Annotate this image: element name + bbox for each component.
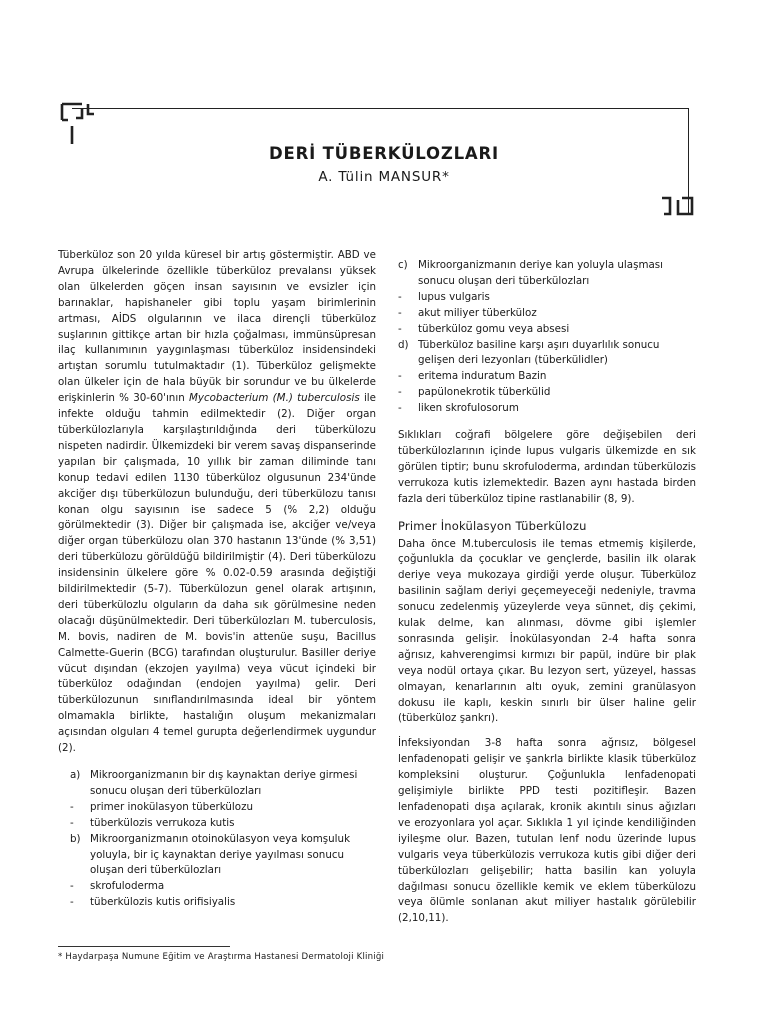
section-heading: Primer İnokülasyon Tüberkülozu bbox=[398, 518, 587, 533]
list-item: - tüberküloz gomu veya absesi bbox=[398, 322, 570, 335]
list-item-b: b) Mikroorganizmanın otoinokülasyon veya komşuluk yoluyla, bir iç kaynaktan deriye yayılması sonucu oluşan deri tüberkülozları bbox=[70, 832, 351, 877]
list-item-a: a) Mikroorganizmanın bir dış kaynaktan deriye girmesi sonucu oluşan deri tüberkülozları bbox=[70, 769, 358, 797]
list-item: - papülonekrotik tüberkülid bbox=[398, 386, 551, 399]
body-paragraph: İnfeksiyondan 3-8 hafta sonra ağrısız, bölgesel lenfadenopati gelişir ve şankrla birlikte klasik tüberküloz kompleksini oluşturur. Çoğunlukla lenfadenopati gelişimiyle birlikte PPD testi pozitifleşir. Bazen lenfadenopati dışa açılarak, kronik akıntılı sinus ağızları ve erozyonlara yol açar. Sıklıkla 1 yıl içinde kendiliğinden iyileşme olur. Bazen, tutulan lenf nodu üzerinde lupus vulgaris veya tüberkülozis verrukoza kutis gibi diğer deri tüberkülozları gelişebilir; hatta basilin kan yoluyla dağılması sonucu özellikle kemik ve eklem tüberkülozu veya ölümle sonlanan akut miliyer hastalık görülebilir (2,10,11). bbox=[398, 737, 696, 925]
article-title: DERİ TÜBERKÜLOZLARI bbox=[269, 144, 499, 163]
list-item: - skrofuloderma bbox=[70, 880, 165, 893]
list-item: - tüberkülozis verrukoza kutis bbox=[70, 816, 235, 829]
list-item: - akut miliyer tüberküloz bbox=[398, 306, 537, 319]
corner-ornament-top-left bbox=[60, 100, 100, 148]
right-column bbox=[398, 258, 696, 927]
intro-paragraph: Tüberküloz son 20 yılda küresel bir artış göstermiştir. ABD ve Avrupa ülkelerinde özellikle tüberküloz prevalansı yüksek olan ülkelerden göçen insan sayısının ve evsizler için barınaklar, hapishaneler gibi toplu yaşam birimlerinin artması, AİDS olgularının ve ilaca dirençli tüberküloz suşlarının gittikçe artan bir hızla çoğalması, immünsüpresan ilaç kullanımının yaygınlaşması tüberküloz insidensindeki artıştan sorumlu tutulmaktadır (1). Tüberküloz gelişmekte olan ülkeler için de hala büyük bir sorundur ve bu ülkelerde erişkinlerin % 30-60'ının Mycobacterium (M.) tuberculosis ile infekte olduğu tahmin edilmektedir (2). Diğer organ tüberkülozlarıyla karşılaştırıldığında deri tüberkülozu nispeten nadirdir. Ülkemizdeki bir verem savaş dispanserinde yapılan bir çalışmada, 10 yıllık bir zaman diliminde tanı konup tedavi edilen 1130 tüberküloz olgusunun 234'ünde akciğer dışı tüberkülozun bulunduğu, deri tüberkülozu tanısı konan olgu sayısının ise sadece 5 (% 2,2) olduğu görülmektedir (3). Diğer bir çalışmada ise, akciğer ve/veya diğer organ tüberkülozu olan 370 hastanın 13'ünde (% 3,51) deri tüberkülozu görüldüğü bildirilmiştir (4). Deri tüberkülozu insidensinin ülkelere göre % 0.02-0.59 arasında değiştiği bildirilmektedir (5-7). Tüberkülozun genel olarak artışının, deri tüberkülozlu olguların da daha sık görülmesine neden olacağı düşünülmektedir. Deri tüberkülozları M. tuberculosis, M. bovis, nadiren de M. bovis'in attenüe suşu, Bacillus Calmette-Guerin (BCG) tarafından oluşturulur. Basiller deriye vücut dışından (ekzojen yayılma) veya vücut içindeki bir tüberküloz odağından (endojen yayılma) gelir. Deri tüberkülozunun sınıflandırılmasında ideal bir yöntem olmamakla birlikte, hastalığın oluşum mekanizmaları açısından olguları 4 temel gurupta değerlendirmek uygundur (2). bbox=[58, 249, 376, 755]
body-paragraph: Daha önce M.tuberculosis ile temas etmemiş kişilerde, çoğunlukla da çocuklar ve gençlerde, basilin ilk olarak deriye veya mukozaya girdiği yerde oluşur. Tüberküloz basilinin sağlam deriyi geçemeyeceği nedeniyle, travma sonucu zedelenmiş yüzeylerde veya sünnet, diş çekimi, kulak delme, kan alınması, dövme gibi işlemler sonrasında gelişir. İnokülasyondan 2-4 hafta sonra ağrısız, kahverengimsi kırmızı bir papül, indüre bir plak veya nodül ortaya çıkar. Bu lezyon sert, yüzeyel, hassas olmayan, kenarlarının altı oyuk, zemini granülasyon dokusu ile kaplı, keskin sınırlı bir ülser haline gelir (tüberküloz şankrı). bbox=[398, 537, 696, 725]
list-item-d: d) Tüberküloz basiline karşı aşırı duyarlılık sonucu gelişen deri lezyonları (tüberkülidler) bbox=[398, 338, 660, 367]
footnote: * Haydarpaşa Numune Eğitim ve Araştırma Hastanesi Dermatoloji Kliniği bbox=[58, 952, 385, 962]
left-column bbox=[58, 248, 376, 911]
list-item-c: c) Mikroorganizmanın deriye kan yoluyla ulaşması sonucu oluşan deri tüberkülozları bbox=[398, 259, 664, 287]
list-item: - eritema induratum Bazin bbox=[398, 370, 547, 383]
article-author: A. Tülin MANSUR* bbox=[318, 169, 450, 185]
footnote-divider bbox=[58, 946, 230, 947]
corner-ornament-bottom-right bbox=[658, 194, 698, 220]
title-block bbox=[0, 144, 768, 185]
list-item: - primer inokülasyon tüberkülozu bbox=[70, 800, 254, 813]
list-item: - liken skrofulosorum bbox=[398, 402, 519, 415]
list-item: - lupus vulgaris bbox=[398, 290, 490, 303]
list-item: - tüberkülozis kutis orifisiyalis bbox=[70, 896, 236, 909]
intro-italic-species: Mycobacterium (M.) tuberculosis bbox=[188, 392, 360, 405]
body-paragraph: Sıklıkları coğrafi bölgelere göre değişebilen deri tüberkülozlarının içinde lupus vulgaris ülkemizde en sık görülen tiptir; bunu skrofuloderma, ardından tüberkülozis verrukoza kutis izlemektedir. Bazen aynı hastada birden fazla deri tüberküloz tipine rastlanabilir (8, 9). bbox=[398, 429, 696, 505]
